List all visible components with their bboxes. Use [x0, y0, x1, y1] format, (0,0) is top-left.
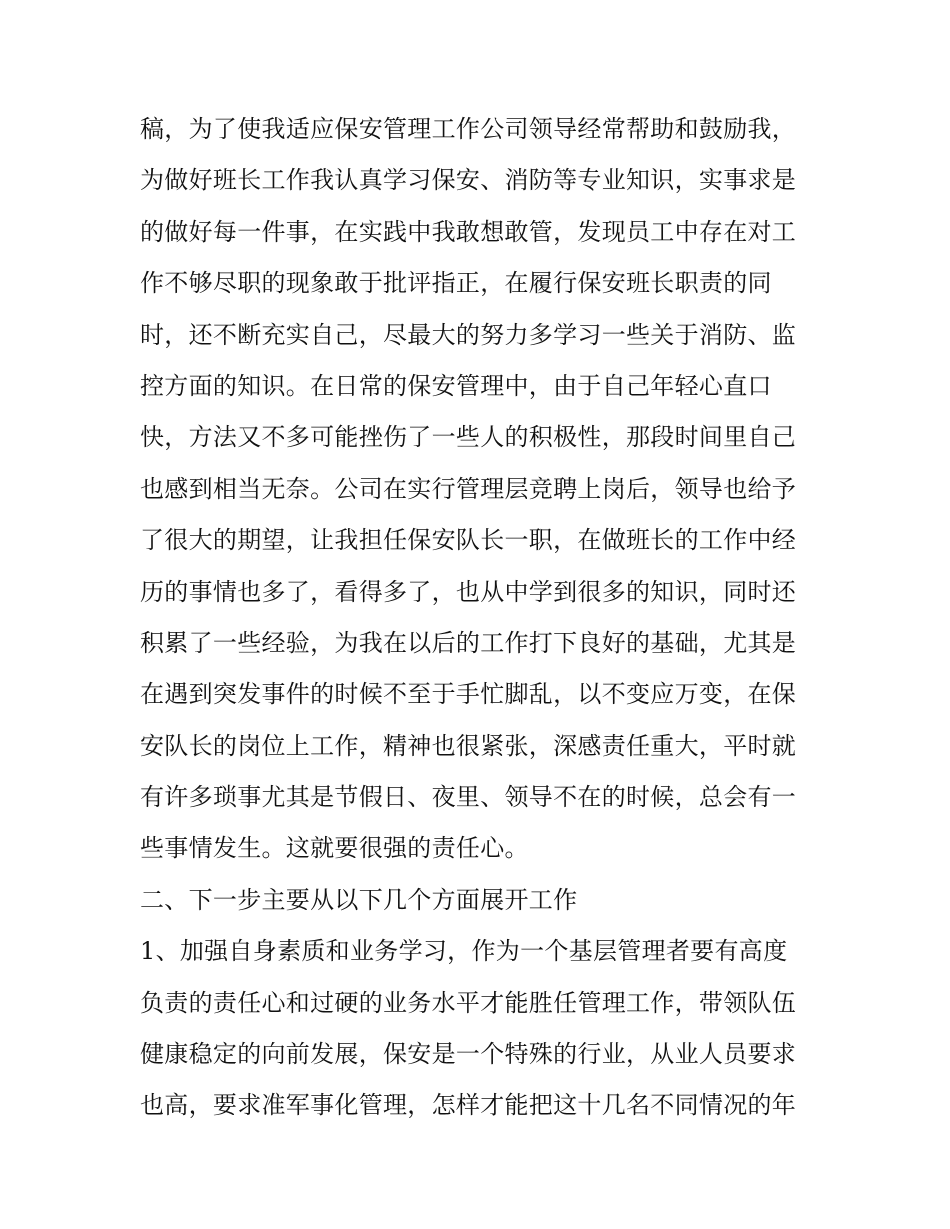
- text-line: 了很大的期望，让我担任保安队长一职，在做班长的工作中经: [140, 526, 797, 555]
- text-line: 安队长的岗位上工作，精神也很紧张，深感责任重大，平时就: [140, 731, 797, 760]
- text-line: 控方面的知识。在日常的保安管理中，由于自己年轻心直口: [140, 371, 772, 400]
- text-line: 为做好班长工作我认真学习保安、消防等专业知识，实事求是: [140, 166, 797, 195]
- section-heading: 二、下一步主要从以下几个方面展开工作: [140, 885, 578, 914]
- text-line: 历的事情也多了，看得多了，也从中学到很多的知识，同时还: [140, 577, 797, 606]
- text-line: 些事情发生。这就要很强的责任心。: [140, 834, 529, 863]
- text-line: 有许多琐事尤其是节假日、夜里、领导不在的时候，总会有一: [140, 783, 797, 812]
- text-line: 积累了一些经验，为我在以后的工作打下良好的基础，尤其是: [140, 628, 797, 657]
- text-line: 快，方法又不多可能挫伤了一些人的积极性，那段时间里自己: [140, 423, 797, 452]
- text-line: 作不够尽职的现象敢于批评指正，在履行保安班长职责的同: [140, 269, 772, 298]
- text-line: 稿，为了使我适应保安管理工作公司领导经常帮助和鼓励我，: [140, 115, 797, 143]
- text-line: 健康稳定的向前发展，保安是一个特殊的行业，从业人员要求: [140, 1040, 797, 1069]
- text-line: 负责的责任心和过硬的业务水平才能胜任管理工作，带领队伍: [140, 988, 797, 1017]
- text-line: 在遇到突发事件的时候不至于手忙脚乱，以不变应万变，在保: [140, 680, 797, 709]
- text-line: 也高，要求准军事化管理，怎样才能把这十几名不同情况的年: [140, 1091, 797, 1120]
- body-text: [140, 104, 830, 1132]
- text-line: 也感到相当无奈。公司在实行管理层竞聘上岗后，领导也给予: [140, 474, 797, 503]
- text-line: 1、加强自身素质和业务学习，作为一个基层管理者要有高度: [140, 937, 788, 966]
- text-line: 的做好每一件事，在实践中我敢想敢管，发现员工中存在对工: [140, 217, 797, 246]
- text-line: 时，还不断充实自己，尽最大的努力多学习一些关于消防、监: [140, 320, 797, 349]
